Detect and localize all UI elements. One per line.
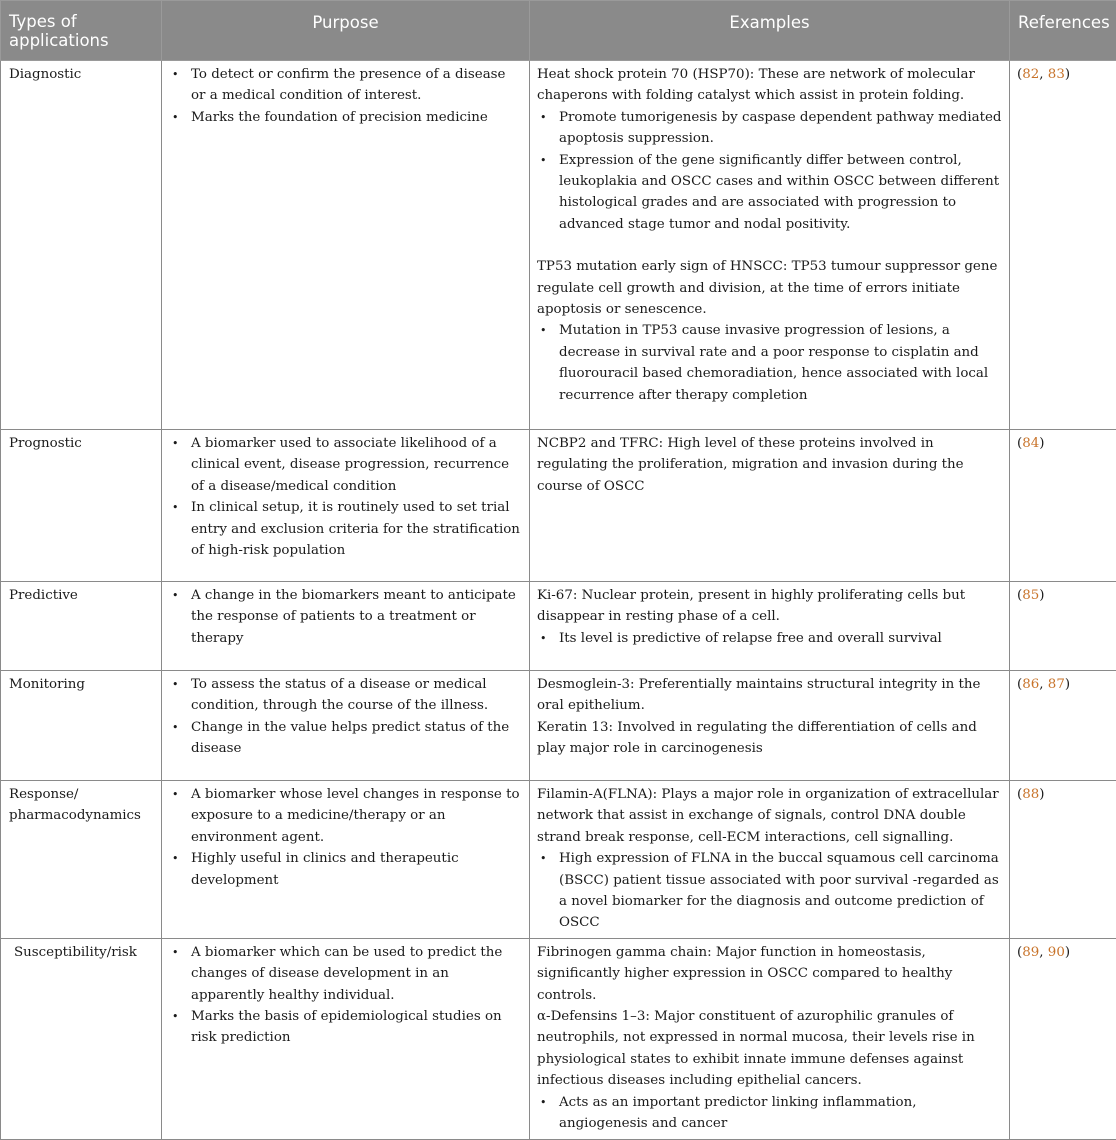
header-purpose: Purpose xyxy=(162,1,530,61)
type-cell: Prognostic xyxy=(1,430,162,582)
table-row xyxy=(1,938,1116,1139)
reference-link[interactable]: 85 xyxy=(1022,588,1039,603)
references-cell: (86, 87) xyxy=(1010,671,1116,781)
type-cell: Susceptibility/risk xyxy=(1,938,162,1139)
purpose-item: • A biomarker whose level changes in response to exposure to a medicine/therapy or an environment agent. xyxy=(169,784,522,848)
references-cell: (84) xyxy=(1010,430,1116,582)
purpose-cell xyxy=(162,671,530,781)
purpose-item: • Marks the foundation of precision medicine xyxy=(169,107,522,128)
example-bullet: • Its level is predictive of relapse free and overall survival xyxy=(537,628,1002,649)
example-bullet: • Acts as an important predictor linking inflammation, angiogenesis and cancer xyxy=(537,1092,1002,1135)
example-bullet: • Mutation in TP53 cause invasive progression of lesions, a decrease in survival rate and a poor response to cisplatin and fluorouracil based chemoradiation, hence associated with local recurrence after therapy completion xyxy=(537,320,1002,406)
example-bullet: • Expression of the gene significantly differ between control, leukoplakia and OSCC cases and within OSCC between different histological grades and are associated with progression to advanced stage tumor and nodal positivity. xyxy=(537,150,1002,236)
purpose-item: • To assess the status of a disease or medical condition, through the course of the illness. xyxy=(169,674,522,717)
reference-link[interactable]: 87 xyxy=(1048,677,1065,692)
example-text: TP53 mutation early sign of HNSCC: TP53 tumour suppressor gene regulate cell growth and division, at the time of errors initiate apoptosis or senescence. xyxy=(537,256,1002,320)
reference-link[interactable]: 88 xyxy=(1022,787,1039,802)
example-text: Desmoglein-3: Preferentially maintains structural integrity in the oral epithelium. xyxy=(537,674,1002,717)
type-cell: Diagnostic xyxy=(1,61,162,430)
table-row xyxy=(1,582,1116,671)
purpose-item: • A biomarker used to associate likelihood of a clinical event, disease progression, recurrence of a disease/medical condition xyxy=(169,433,522,497)
purpose-cell xyxy=(162,781,530,939)
examples-cell xyxy=(530,938,1010,1139)
example-text: Keratin 13: Involved in regulating the differentiation of cells and play major role in carcinogenesis xyxy=(537,717,1002,760)
example-text: Filamin-A(FLNA): Plays a major role in organization of extracellular network that assist in exchange of signals, control DNA double strand break response, cell-ECM interactions, cell signalling. xyxy=(537,784,1002,848)
reference-link[interactable]: 86 xyxy=(1022,677,1039,692)
example-bullet: • High expression of FLNA in the buccal squamous cell carcinoma (BSCC) patient tissue associated with poor survival -regarded as a novel biomarker for the diagnosis and outcome prediction of OSCC xyxy=(537,848,1002,934)
header-row xyxy=(1,1,1116,61)
purpose-item: • To detect or confirm the presence of a disease or a medical condition of interest. xyxy=(169,64,522,107)
type-cell: Response/ pharmacodynamics xyxy=(1,781,162,939)
type-cell: Monitoring xyxy=(1,671,162,781)
reference-link[interactable]: 84 xyxy=(1022,436,1039,451)
table-row xyxy=(1,671,1116,781)
example-bullet: • Promote tumorigenesis by caspase dependent pathway mediated apoptosis suppression. xyxy=(537,107,1002,150)
examples-cell xyxy=(530,781,1010,939)
references-cell: (88) xyxy=(1010,781,1116,939)
purpose-cell xyxy=(162,430,530,582)
reference-link[interactable]: 83 xyxy=(1048,67,1065,82)
reference-link[interactable]: 89 xyxy=(1022,945,1039,960)
purpose-item: • A biomarker which can be used to predict the changes of disease development in an apparently healthy individual. xyxy=(169,942,522,1006)
purpose-cell xyxy=(162,582,530,671)
header-examples: Examples xyxy=(530,1,1010,61)
example-text: Fibrinogen gamma chain: Major function in homeostasis, significantly higher expression in OSCC compared to healthy controls. xyxy=(537,942,1002,1006)
table-row xyxy=(1,61,1116,430)
examples-cell xyxy=(530,61,1010,430)
examples-cell xyxy=(530,671,1010,781)
examples-cell xyxy=(530,582,1010,671)
purpose-item: • In clinical setup, it is routinely used to set trial entry and exclusion criteria for the stratification of high-risk population xyxy=(169,497,522,561)
example-text: α-Defensins 1–3: Major constituent of azurophilic granules of neutrophils, not expressed in normal mucosa, their levels rise in physiological states to exhibit innate immune defenses against infectious diseases including epithelial cancers. xyxy=(537,1006,1002,1092)
header-types: Types of applications xyxy=(1,1,162,61)
header-references: References xyxy=(1010,1,1116,61)
examples-cell xyxy=(530,430,1010,582)
purpose-cell xyxy=(162,938,530,1139)
reference-link[interactable]: 82 xyxy=(1022,67,1039,82)
table-row xyxy=(1,781,1116,939)
purpose-item: • Marks the basis of epidemiological studies on risk prediction xyxy=(169,1006,522,1049)
purpose-cell xyxy=(162,61,530,430)
purpose-item: • Change in the value helps predict status of the disease xyxy=(169,717,522,760)
example-text: Ki-67: Nuclear protein, present in highly proliferating cells but disappear in resting phase of a cell. xyxy=(537,585,1002,628)
example-text: Heat shock protein 70 (HSP70): These are network of molecular chaperons with folding catalyst which assist in protein folding. xyxy=(537,64,1002,107)
references-cell: (89, 90) xyxy=(1010,938,1116,1139)
example-text: NCBP2 and TFRC: High level of these proteins involved in regulating the proliferation, migration and invasion during the course of OSCC xyxy=(537,433,1002,497)
reference-link[interactable]: 90 xyxy=(1048,945,1065,960)
references-cell: (85) xyxy=(1010,582,1116,671)
purpose-item: • Highly useful in clinics and therapeutic development xyxy=(169,848,522,891)
table-row xyxy=(1,430,1116,582)
purpose-item: • A change in the biomarkers meant to anticipate the response of patients to a treatment or therapy xyxy=(169,585,522,649)
type-cell: Predictive xyxy=(1,582,162,671)
references-cell: (82, 83) xyxy=(1010,61,1116,430)
